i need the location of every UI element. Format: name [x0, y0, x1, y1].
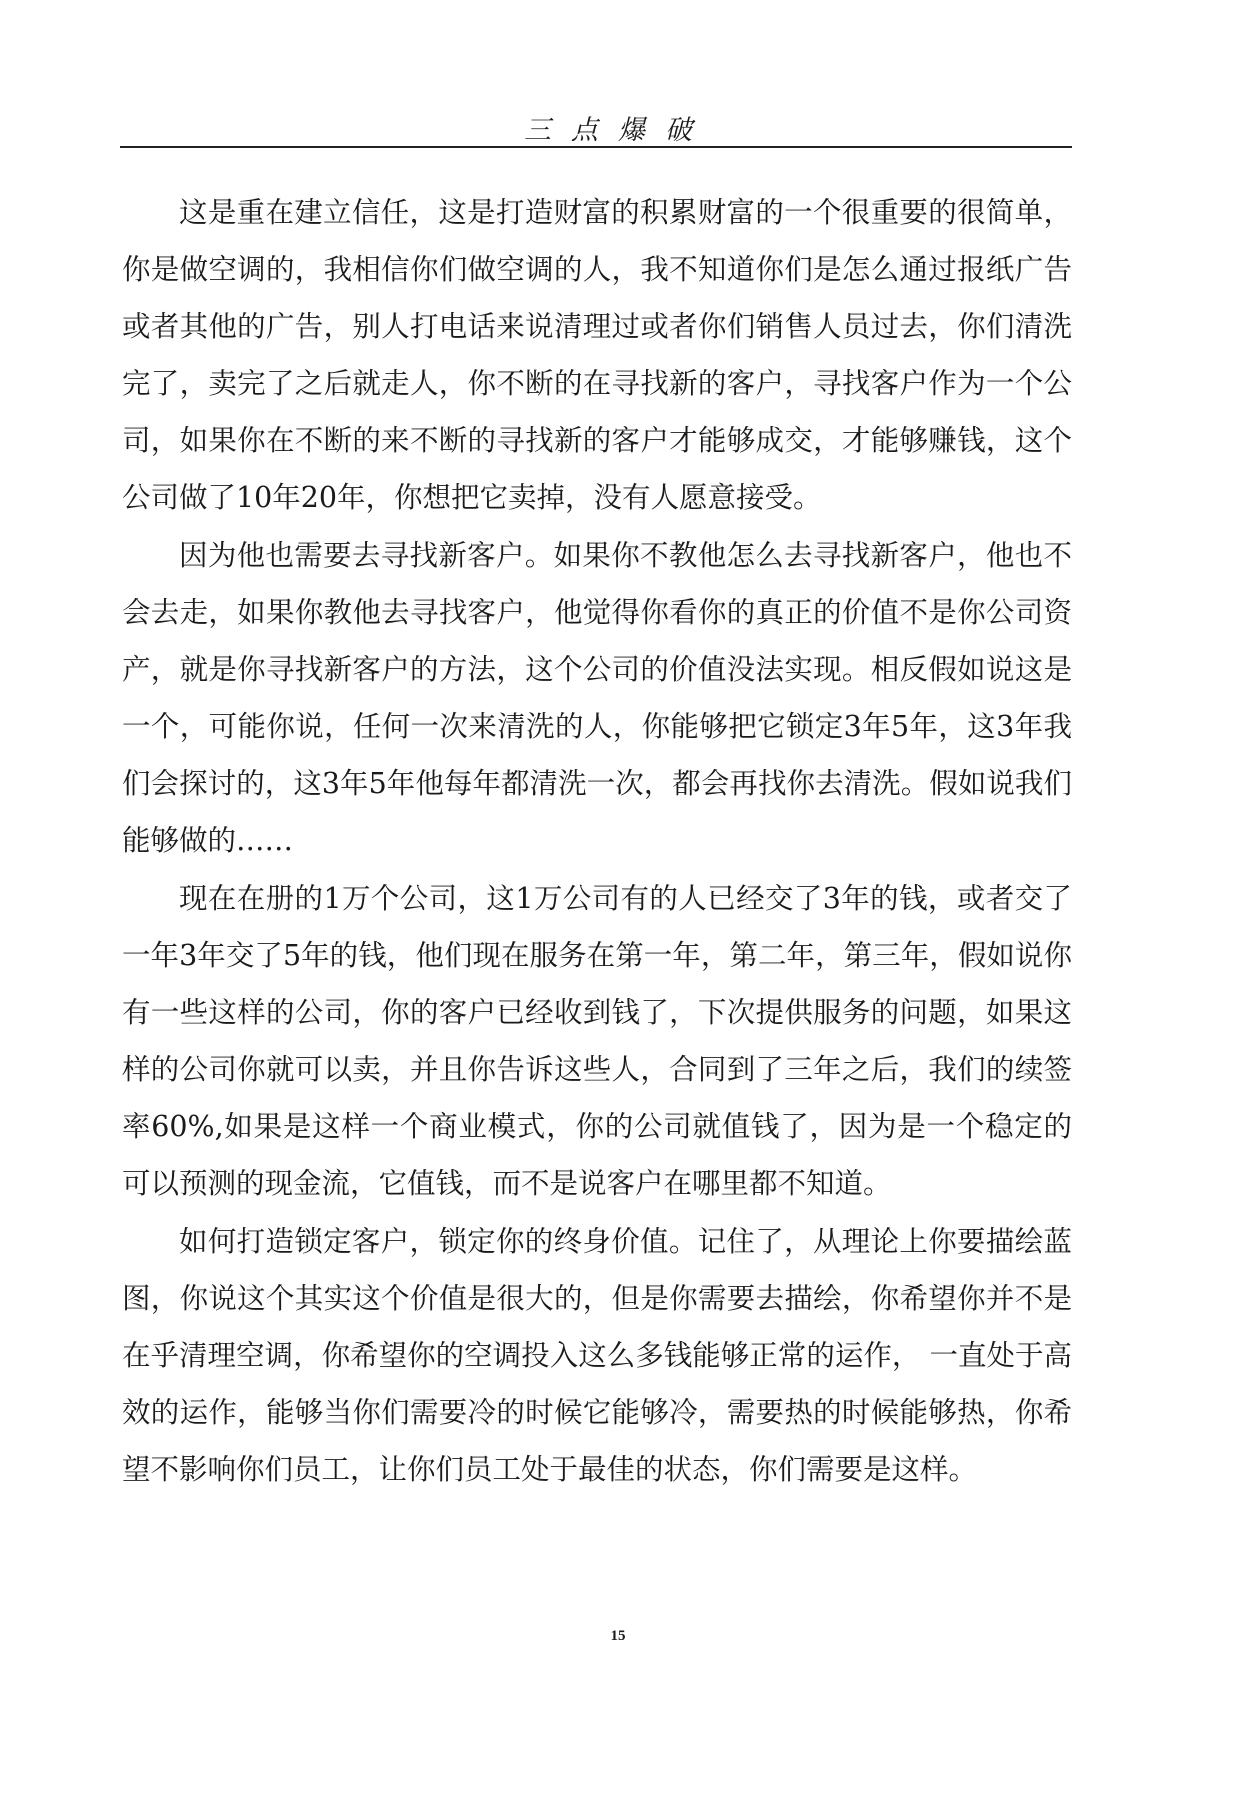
body-paragraph-1: 这是重在建立信任，这是打造财富的积累财富的一个很重要的很简单，你是做空调的，我相信你们做空调的人，我不知道你们是怎么通过报纸广告或者其他的广告，别人打电话来说清理过或者你们销售人员过去，你们清洗完了，卖完了之后就走人，你不断的在寻找新的客户，寻找客户作为一个公司，如果你在不断的来不断的寻找新的客户才能够成交，才能够赚钱，这个公司做了10年20年，你想把它卖掉，没有人愿意接受。	[122, 196, 1072, 514]
running-header-title: 三点爆破	[524, 115, 712, 146]
body-paragraph-2: 因为他也需要去寻找新客户。如果你不教他怎么去寻找新客户，他也不会去走，如果你教他去寻找客户，他觉得你看你的真正的价值不是你公司资产，就是你寻找新客户的方法，这个公司的价值没法实现。相反假如说这是一个，可能你说，任何一次来清洗的人，你能够把它锁定3年5年，这3年我们会探讨的，这3年5年他每年都清洗一次，都会再找你去清洗。假如说我们能够做的……	[122, 539, 1072, 857]
page-number: 15	[610, 1628, 626, 1644]
body-paragraph-4: 如何打造锁定客户，锁定你的终身价值。记住了，从理论上你要描绘蓝图，你说这个其实这个价值是很大的，但是你需要去描绘，你希望你并不是在乎清理空调，你希望你的空调投入这么多钱能够正常的运作， 一直处于高效的运作，能够当你们需要冷的时候它能够冷，需要热的时候能够热，你希望不影响你们员工，让你们员工处于最佳的状态，你们需要是这样。	[122, 1225, 1072, 1486]
header-rule	[120, 146, 1072, 148]
body-paragraph-3: 现在在册的1万个公司，这1万公司有的人已经交了3年的钱，或者交了一年3年交了5年的钱，他们现在服务在第一年，第二年，第三年，假如说你有一些这样的公司，你的客户已经收到钱了，下次提供服务的问题，如果这样的公司你就可以卖，并且你告诉这些人，合同到了三年之后，我们的续签率60%,如果是这样一个商业模式，你的公司就值钱了，因为是一个稳定的可以预测的现金流，它值钱，而不是说客户在哪里都不知道。	[122, 882, 1072, 1200]
